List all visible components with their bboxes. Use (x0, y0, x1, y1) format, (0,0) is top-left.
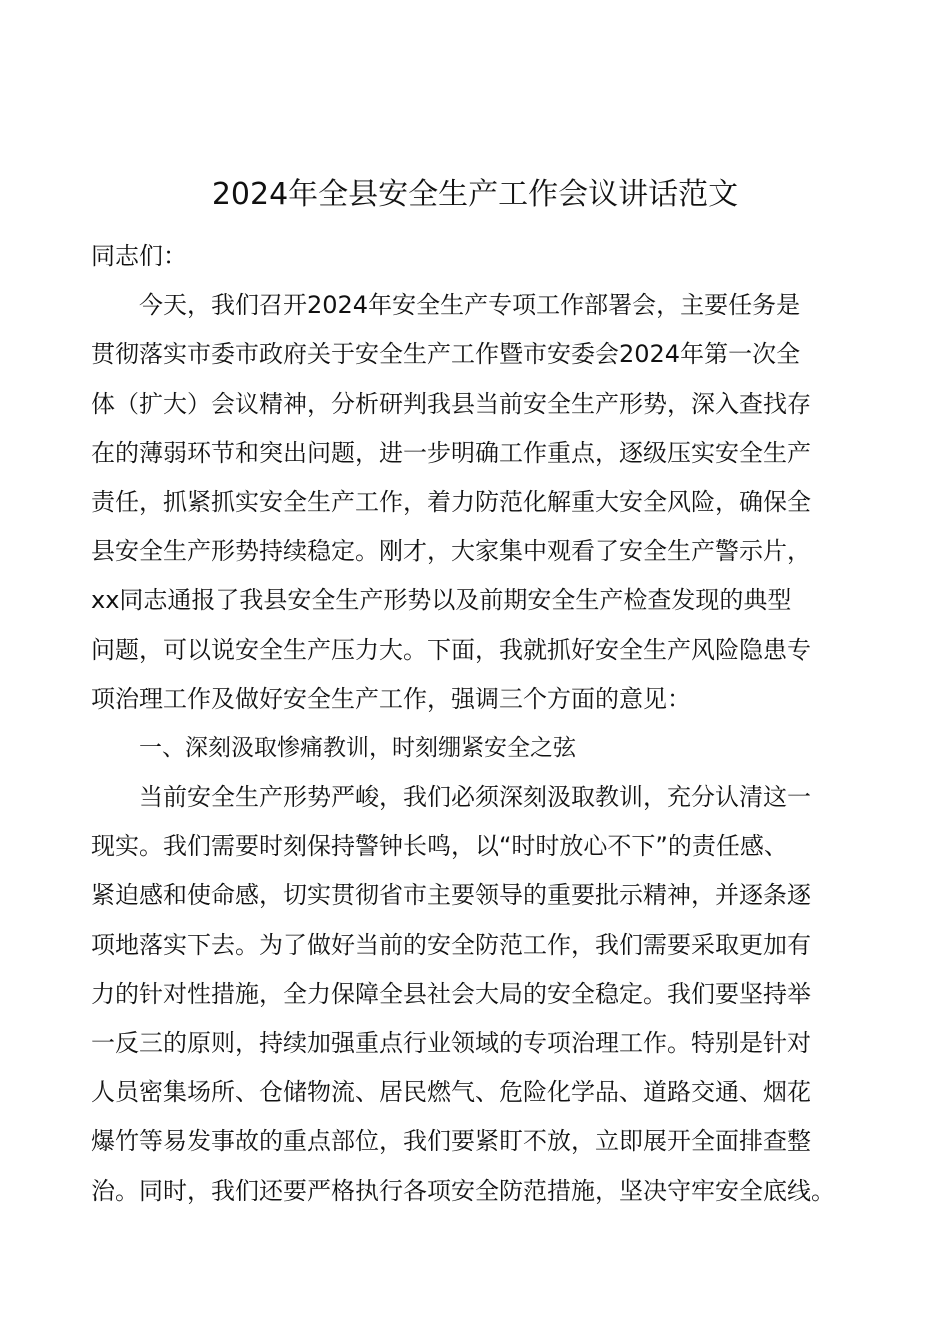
text-line: 一反三的原则，持续加强重点行业领域的专项治理工作。特别是针对 (91, 1029, 811, 1057)
text-line: 项地落实下去。为了做好当前的安全防范工作，我们需要采取更加有 (91, 930, 811, 959)
document-title: 2024年全县安全生产工作会议讲话范文 (211, 177, 739, 212)
text-line: 人员密集场所、仓储物流、居民燃气、危险化学品、道路交通、烟花 (91, 1078, 811, 1107)
text-line: 县安全生产形势持续稳定。刚才，大家集中观看了安全生产警示片， (91, 537, 811, 566)
salutation: 同志们： (91, 242, 187, 270)
text-line: 爆竹等易发事故的重点部位，我们要紧盯不放，立即展开全面排查整 (91, 1127, 811, 1156)
text-line: 今天，我们召开2024年安全生产专项工作部署会，主要任务是 (139, 291, 801, 320)
text-line: 力的针对性措施，全力保障全县社会大局的安全稳定。我们要坚持举 (91, 979, 811, 1008)
text-line: 贯彻落实市委市政府关于安全生产工作暨市安委会2024年第一次全 (91, 340, 801, 369)
text-line: 项治理工作及做好安全生产工作，强调三个方面的意见： (91, 684, 691, 713)
text-line: 治。同时，我们还要严格执行各项安全防范措施，坚决守牢安全底线。 (91, 1176, 835, 1205)
text-line: 当前安全生产形势严峻，我们必须深刻汲取教训，充分认清这一 (139, 783, 811, 812)
document-body (91, 232, 861, 1216)
text-line: xx同志通报了我县安全生产形势以及前期安全生产检查发现的典型 (91, 586, 792, 615)
paragraph-section1 (91, 773, 861, 1216)
text-line: 体（扩大）会议精神，分析研判我县当前安全生产形势，深入查找存 (91, 389, 811, 418)
text-line: 在的薄弱环节和突出问题，进一步明确工作重点，逐级压实安全生产 (91, 438, 811, 467)
text-line: 紧迫感和使命感，切实贯彻省市主要领导的重要批示精神，并逐条逐 (91, 881, 811, 910)
text-line: 问题，可以说安全生产压力大。下面，我就抓好安全生产风险隐患专 (91, 635, 811, 664)
paragraph-intro (91, 281, 861, 724)
section-heading: 一、深刻汲取惨痛教训，时刻绷紧安全之弦 (139, 734, 576, 761)
text-line: 责任，抓紧抓实安全生产工作，着力防范化解重大安全风险，确保全 (91, 487, 811, 516)
text-line: 现实。我们需要时刻保持警钟长鸣，以“时时放心不下”的责任感、 (91, 832, 788, 861)
